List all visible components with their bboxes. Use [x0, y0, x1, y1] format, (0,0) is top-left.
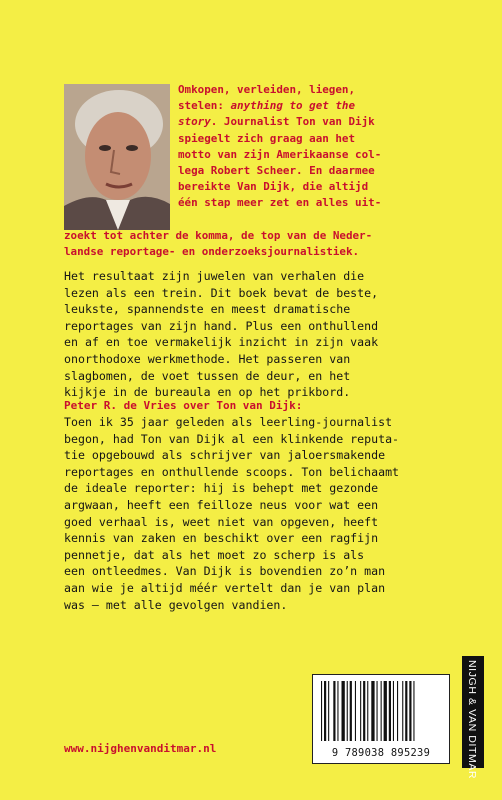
barcode-bar: [384, 681, 387, 741]
barcode-bar: [402, 681, 403, 741]
barcode-bar: [350, 681, 352, 741]
barcode-bar: [363, 681, 365, 741]
barcode-bar: [342, 681, 345, 741]
publisher-website-link[interactable]: www.nijghenvanditmar.nl: [64, 742, 217, 755]
quote-heading: Peter R. de Vries over Ton van Dijk:: [64, 399, 303, 412]
barcode-bar: [377, 681, 378, 741]
barcode-bar: [360, 681, 361, 741]
barcode-bar: [381, 681, 382, 741]
intro-text-red: Omkopen, verleiden, liegen, stelen: anything to get the story. Journalist Ton van Dijk spiegelt zich graag aan het motto van zijn Amerikaanse col- lega Robert Scheer. En daarmee bereikte Van Dijk, die altijd één stap meer zet en alles uit-: [178, 83, 382, 210]
author-photo: [64, 84, 170, 230]
barcode-bar: [328, 681, 329, 741]
publisher-logo-text: NIJGH & VAN DITMAR: [466, 660, 478, 780]
barcode-bar: [321, 681, 322, 741]
barcode-bar: [367, 681, 368, 741]
intro-text-red-continued: zoekt tot achter de komma, de top van de Neder- landse reportage- en onderzoeksjournalistiek.: [64, 229, 373, 259]
barcode-bar: [371, 681, 374, 741]
isbn-number: 9 789038 895239: [331, 747, 431, 759]
barcode-bar: [333, 681, 335, 741]
barcode-bar: [355, 681, 356, 741]
barcode-bar: [337, 681, 338, 741]
barcode-bar: [405, 681, 407, 741]
body-paragraph-2: Toen ik 35 jaar geleden als leerling-journalist begon, had Ton van Dijk al een klinkende reputa- tie opgebouwd als schrijver van jaloersmakende reportages en onthullende scoops. Ton belichaamt de ideale reporter: hij is behept met gezonde argwaan, heeft een feilloze neus voor wat een goed verhaal is, weet niet van opgeven, heeft kennis van zaken en beschikt over een ragfijn pennetje, dat als het moet zo scherp is als een ontleedmes. Van Dijk is bovendien zo’n man aan wie je altijd méér vertelt dan je van plan was – met alle gevolgen vandien.: [64, 415, 400, 612]
isbn-barcode: [312, 674, 450, 764]
barcode-bar: [409, 681, 411, 741]
body-paragraph-1: Het resultaat zijn juwelen van verhalen die lezen als een trein. Dit boek bevat de beste, leukste, spannendste en meest dramatische reportages van zijn hand. Plus een onthullend en af en toe vermakelijk inzicht in zijn vaak onorthodoxe werkmethode. Het passeren van slagbomen, de voet tussen de deur, en het kijkje in de bureaula en op het prikbord.: [64, 269, 379, 400]
barcode-bar: [324, 681, 326, 741]
barcode-bar: [389, 681, 391, 741]
barcode-bar: [393, 681, 394, 741]
barcode-bar: [397, 681, 398, 741]
barcode-bar: [413, 681, 414, 741]
publisher-logo: [462, 656, 484, 780]
barcode-bars: [321, 681, 441, 741]
barcode-bar: [347, 681, 348, 741]
